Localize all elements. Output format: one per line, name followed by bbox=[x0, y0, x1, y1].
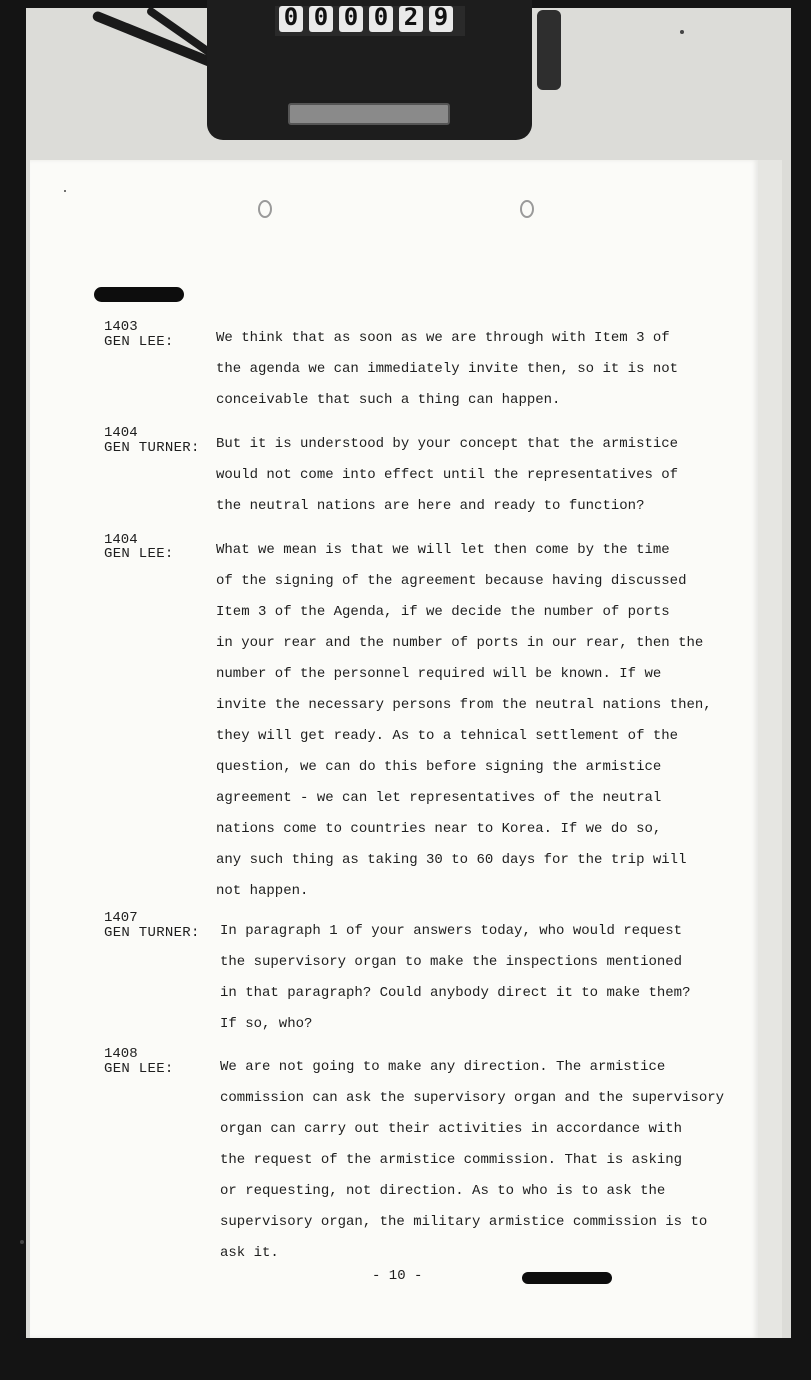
text-line: ask it. bbox=[220, 1245, 279, 1261]
entry-speaker: GEN LEE: bbox=[104, 334, 174, 350]
text-line: If so, who? bbox=[220, 1016, 313, 1032]
page-number: - 10 - bbox=[372, 1268, 423, 1284]
counter-digit: 0 bbox=[309, 6, 333, 32]
text-line: the request of the armistice commission. That is asking bbox=[220, 1152, 683, 1168]
dust-speck bbox=[680, 30, 684, 34]
entry-speaker: GEN TURNER: bbox=[104, 440, 200, 456]
redaction-mark-bottom bbox=[522, 1272, 612, 1284]
counter-digit: 0 bbox=[339, 6, 363, 32]
text-line: the agenda we can immediately invite then, so it is not bbox=[216, 361, 679, 377]
text-line: supervisory organ, the military armistice commission is to bbox=[220, 1214, 708, 1230]
text-line: question, we can do this before signing the armistice bbox=[216, 759, 662, 775]
counter-knob bbox=[537, 10, 561, 90]
text-line: they will get ready. As to a tehnical settlement of the bbox=[216, 728, 679, 744]
entry-number: 1403 bbox=[104, 319, 138, 335]
dust-speck bbox=[64, 190, 66, 192]
text-line: the supervisory organ to make the inspections mentioned bbox=[220, 954, 683, 970]
text-line: What we mean is that we will let then come by the time bbox=[216, 542, 670, 558]
text-line: We think that as soon as we are through with Item 3 of bbox=[216, 330, 670, 346]
text-line: or requesting, not direction. As to who is to ask the bbox=[220, 1183, 666, 1199]
entry-text bbox=[216, 535, 712, 907]
entry-number: 1408 bbox=[104, 1046, 138, 1062]
entry-text bbox=[216, 323, 678, 416]
text-line: Item 3 of the Agenda, if we decide the number of ports bbox=[216, 604, 670, 620]
counter-nameplate bbox=[288, 103, 450, 125]
entry-text bbox=[220, 1052, 724, 1269]
text-line: number of the personnel required will be known. If we bbox=[216, 666, 662, 682]
text-line: in your rear and the number of ports in our rear, then the bbox=[216, 635, 704, 651]
text-line: not happen. bbox=[216, 883, 309, 899]
frame-counter bbox=[275, 6, 465, 36]
paper-edge bbox=[758, 160, 782, 1338]
entry-number: 1404 bbox=[104, 425, 138, 441]
text-line: agreement - we can let representatives of the neutral bbox=[216, 790, 662, 806]
text-line: organ can carry out their activities in accordance with bbox=[220, 1121, 683, 1137]
text-line: But it is understood by your concept that the armistice bbox=[216, 436, 679, 452]
text-line: nations come to countries near to Korea. If we do so, bbox=[216, 821, 662, 837]
counter-digit: 9 bbox=[429, 6, 453, 32]
entry-speaker: GEN LEE: bbox=[104, 546, 174, 562]
text-line: conceivable that such a thing can happen. bbox=[216, 392, 561, 408]
entry-text bbox=[220, 916, 690, 1040]
text-line: We are not going to make any direction. The armistice bbox=[220, 1059, 666, 1075]
counter-digit: 2 bbox=[399, 6, 423, 32]
text-line: in that paragraph? Could anybody direct it to make them? bbox=[220, 985, 691, 1001]
redaction-mark-top bbox=[94, 287, 184, 302]
text-line: would not come into effect until the representatives of bbox=[216, 467, 679, 483]
entry-speaker: GEN TURNER: bbox=[104, 925, 200, 941]
text-line: the neutral nations are here and ready to function? bbox=[216, 498, 645, 514]
text-line: any such thing as taking 30 to 60 days for the trip will bbox=[216, 852, 687, 868]
entry-number: 1404 bbox=[104, 532, 138, 548]
counter-digit: 0 bbox=[369, 6, 393, 32]
text-line: commission can ask the supervisory organ and the supervisory bbox=[220, 1090, 725, 1106]
text-line: In paragraph 1 of your answers today, who would request bbox=[220, 923, 683, 939]
punch-hole-right bbox=[520, 200, 534, 218]
text-line: invite the necessary persons from the neutral nations then, bbox=[216, 697, 712, 713]
counter-digit: 0 bbox=[279, 6, 303, 32]
entry-number: 1407 bbox=[104, 910, 138, 926]
text-line: of the signing of the agreement because having discussed bbox=[216, 573, 687, 589]
entry-speaker: GEN LEE: bbox=[104, 1061, 174, 1077]
entry-text bbox=[216, 429, 678, 522]
dust-speck bbox=[20, 1240, 24, 1244]
punch-hole-left bbox=[258, 200, 272, 218]
